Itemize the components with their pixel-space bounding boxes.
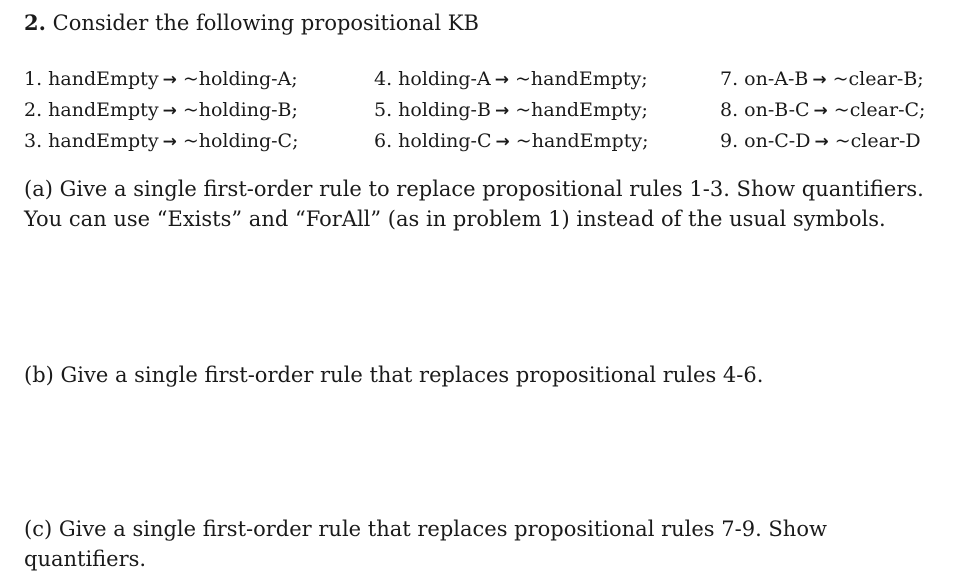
rule-9 [720,126,925,157]
rule-7-consequent: ~clear-B; [832,68,924,90]
rule-7-antecedent: 7. on-A-B [720,68,809,90]
rule-5-antecedent: 5. holding-B [374,99,491,121]
rule-2-antecedent: 2. handEmpty [24,99,159,121]
rule-1 [24,64,298,95]
right-arrow-icon: → [494,101,510,121]
rule-7 [720,64,925,95]
right-arrow-icon: → [495,132,510,152]
rule-6-consequent: ~handEmpty; [515,130,649,152]
right-arrow-icon: → [814,132,829,152]
right-arrow-icon: → [494,70,509,90]
rule-1-consequent: ~holding-A; [182,68,298,90]
problem-number: 2. [24,10,46,35]
rule-1-antecedent: 1. handEmpty [24,68,159,90]
right-arrow-icon: → [162,70,177,90]
problem-text: Consider the following propositional KB [52,11,479,35]
rules-column-3 [720,64,925,157]
rule-8 [720,95,925,126]
rules-column-1 [24,64,298,157]
question-b: (b) Give a single first-order rule that replaces propositional rules 4-6. [24,363,764,387]
right-arrow-icon: → [162,132,177,152]
rule-8-antecedent: 8. on-B-C [720,99,810,121]
rule-6 [374,126,648,157]
right-arrow-icon: → [813,101,828,121]
rule-2-consequent: ~holding-B; [182,99,298,121]
rule-8-consequent: ~clear-C; [833,99,926,121]
right-arrow-icon: → [812,70,827,90]
rule-3-antecedent: 3. handEmpty [24,130,159,152]
right-arrow-icon: → [162,101,177,121]
rule-5 [374,95,648,126]
rule-2 [24,95,298,126]
question-a: (a) Give a single first-order rule to replace propositional rules 1-3. Show quantifiers. You can use “Exists” and “ForAll” (as in problem 1) instead of the usual symbols. [24,177,924,231]
problem-heading [24,8,479,38]
question-c: (c) Give a single first-order rule that replaces propositional rules 7-9. Show quantifiers. [24,517,827,571]
rule-6-antecedent: 6. holding-C [374,130,492,152]
rule-5-consequent: ~handEmpty; [515,99,648,121]
rule-4-consequent: ~handEmpty; [514,68,648,90]
rule-3 [24,126,298,157]
rule-9-antecedent: 9. on-C-D [720,130,811,152]
rule-4-antecedent: 4. holding-A [374,68,491,90]
rule-3-consequent: ~holding-C; [182,130,299,152]
rules-column-2 [374,64,648,157]
rule-9-consequent: ~clear-D [834,130,921,152]
rule-4 [374,64,648,95]
